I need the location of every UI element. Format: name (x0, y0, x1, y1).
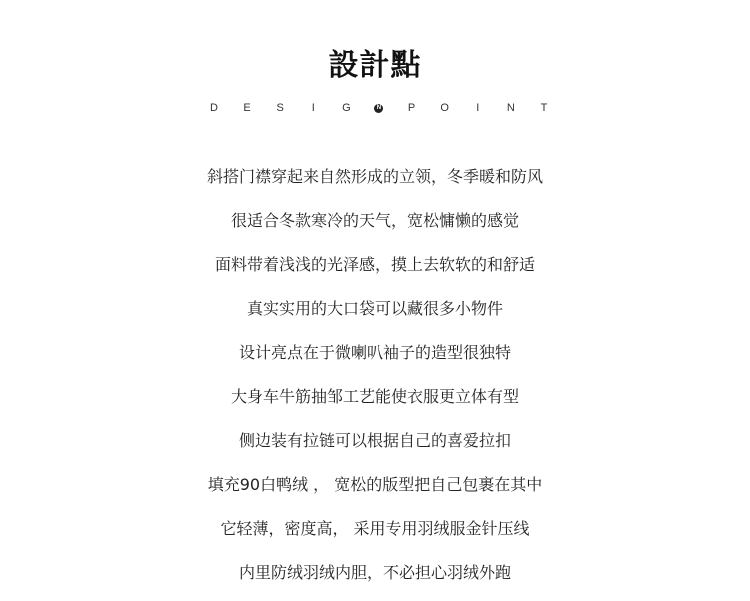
design-point-line: 很适合冬款寒冷的天气，宽松慵懒的感觉 (230, 211, 519, 230)
subtitle-letter-o: O (440, 102, 449, 114)
design-point-line: 真实实用的大口袋可以藏很多小物件 (246, 299, 503, 318)
subtitle-letter-s: S (276, 102, 284, 114)
subtitle-letter-d: D (210, 102, 218, 114)
subtitle-letter-t: T (540, 102, 548, 114)
design-point-line: 它轻薄，密度高， 采用专用羽绒服金针压线 (220, 519, 530, 538)
design-point-subtitle (209, 100, 549, 116)
subtitle-letter-n: N (506, 102, 515, 114)
design-point-line: 大身车牛筋抽邹工艺能使衣服更立体有型 (230, 387, 519, 406)
subtitle-letter-i-2: I (476, 102, 480, 114)
design-point-line: 内里防绒羽绒内胆，不必担心羽绒外跑 (238, 563, 511, 582)
subtitle-letter-g: G (342, 102, 351, 114)
design-point-line: 填充90白鸭绒 ， 宽松的版型把自己包裹在其中 (207, 475, 543, 494)
design-point-line: 斜搭门襟穿起来自然形成的立领，冬季暖和防风 (206, 167, 543, 186)
design-point-line: 设计亮点在于微喇叭袖子的造型很独特 (238, 343, 511, 362)
subtitle-letter-p: P (407, 102, 416, 114)
design-point-line: 侧边装有拉链可以根据自己的喜爱拉扣 (238, 431, 511, 450)
page-title: 設計點 (328, 48, 422, 83)
subtitle-letter-i: I (311, 102, 315, 114)
subtitle-letter-e: E (243, 102, 251, 114)
design-point-line: 面料带着浅浅的光泽感，摸上去软软的和舒适 (214, 255, 535, 274)
subtitle-letter-n-dot: N (374, 104, 383, 113)
